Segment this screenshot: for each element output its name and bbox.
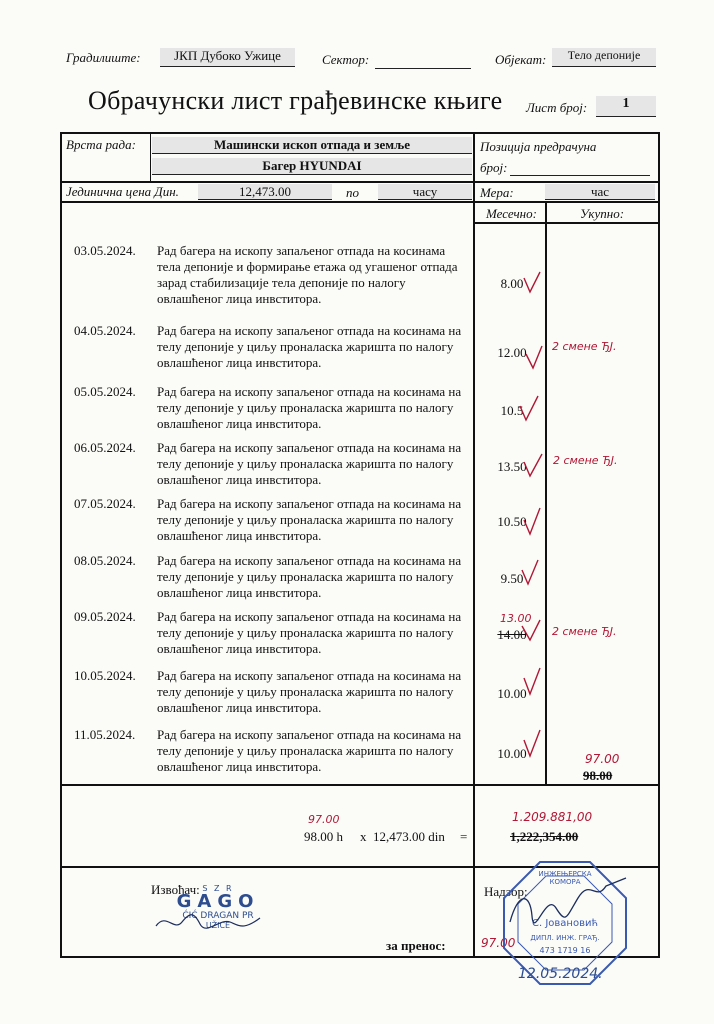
mera-field[interactable]: час xyxy=(545,184,655,200)
entry-value: 10.50 xyxy=(497,514,527,529)
entry-desc: Рад багера на ископу запаљеног отпада на косинама на телу депоније у циљу проналаска жаришта по налогу овлашћеног лица инвститора. xyxy=(157,609,462,656)
check-mark-icon xyxy=(520,272,542,756)
entry-desc: Рад багера на ископу запаљеног отпада на косинама на телу депоније у циљу проналаска жаришта по налогу овлашћеног лица инвститора. xyxy=(157,384,462,431)
calc-price: 12,473.00 din xyxy=(373,829,445,844)
entry-date: 09.05.2024. xyxy=(74,609,136,624)
entry-value: 8.00 xyxy=(500,276,524,291)
entry-value: 10.00 xyxy=(497,746,527,761)
entry-desc: Рад багера на ископу запаљеног отпада на косинама на телу депоније у циљу проналаска жаришта по налогу овлашћеног лица инвститора. xyxy=(157,553,462,600)
stamp-text: 473 1719 16 xyxy=(539,946,591,955)
stamp-text: S Z R xyxy=(202,884,234,893)
nadzor-label: Надзор: xyxy=(484,884,528,899)
supervisor-signature-icon xyxy=(500,872,650,942)
calc-multiply: x xyxy=(360,829,367,844)
contractor-signature-icon xyxy=(150,900,270,940)
stamp-logo-text: GAGO xyxy=(176,891,260,912)
ukupno-original: 98.00 xyxy=(583,768,613,783)
entry-value: 10.5 xyxy=(500,403,524,418)
stamp-text: ДИПЛ. ИНЖ. ГРАЂ. xyxy=(530,934,600,942)
stamp-text: ИНЖЕЊЕРСКА КОМОРА xyxy=(538,870,592,886)
sektor-field[interactable] xyxy=(375,52,471,69)
pozicija-label: Позиција предрачуна xyxy=(480,139,597,154)
gradiliste-label: Градилиште: xyxy=(66,50,141,65)
entry-note: 2 смене ЂЈ. xyxy=(552,340,617,353)
mesecno-header: Месечно: xyxy=(486,206,537,221)
stamp-text: ĆIĆ DRAGAN PR xyxy=(182,911,254,921)
row-divider xyxy=(473,222,660,224)
entry-date: 06.05.2024. xyxy=(74,440,136,455)
column-divider xyxy=(150,134,151,181)
entry-value: 9.50 xyxy=(500,571,524,586)
stamp-text: UŽICE xyxy=(205,921,231,930)
vrsta-rada-line2: Багер HYUNDAI xyxy=(152,158,472,175)
calc-equals: = xyxy=(460,829,468,844)
entry-desc: Рад багера на ископу запаљеног отпада на косинама на телу депоније у циљу проналаска жаришта по налогу овлашћеног лица инвститора. xyxy=(157,323,462,370)
ukupno-corrected: 97.00 xyxy=(585,752,620,766)
row-divider xyxy=(60,201,660,203)
entry-desc: Рад багера на ископу запаљеног отпада на косинама на телу депоније у циљу проналаска жаришта по налогу овлашћеног лица инвститора. xyxy=(157,668,462,715)
calc-hours: 98.00 h xyxy=(304,829,343,844)
sektor-label: Сектор: xyxy=(322,52,370,67)
entry-desc: Рад багера на ископу запаљеног отпада на косинама тела депоније и формирање етажа од угашеног отпада зарад стабилизације тела депоније по налогу овлашћеног лица инвститора. xyxy=(157,243,458,306)
izvodjac-label: Извођач: xyxy=(151,882,200,897)
row-divider xyxy=(60,181,660,183)
check-marks xyxy=(476,230,556,790)
row-divider xyxy=(60,784,660,786)
objekat-field[interactable]: Тело депоније xyxy=(552,48,656,67)
vrsta-rada-label: Врста рада: xyxy=(66,137,136,152)
mera-label: Мера: xyxy=(480,185,514,200)
entry-desc: Рад багера на ископу запаљеног отпада на косинама на телу депоније у циљу проналаска жаришта по налогу овлашћеног лица инвститора. xyxy=(157,440,462,487)
za-prenos-value: 97.00 xyxy=(481,936,516,950)
entry-value: 10.00 xyxy=(497,686,527,701)
ukupno-header: Укупно: xyxy=(580,206,625,221)
pozicija-broj-label: број: xyxy=(480,160,508,175)
handwritten-date: 12.05.2024. xyxy=(518,966,603,982)
gradiliste-field[interactable]: ЈКП Дубоко Ужице xyxy=(160,48,295,67)
po-field[interactable]: часу xyxy=(378,184,472,200)
entry-note: 2 смене ЂЈ. xyxy=(552,625,617,638)
calc-hours-corrected: 97.00 xyxy=(308,813,340,826)
entry-date: 04.05.2024. xyxy=(74,323,136,338)
entry-date: 11.05.2024. xyxy=(74,727,136,742)
calc-total-original: 1,222,354.00 xyxy=(510,829,579,844)
list-broj-field[interactable]: 1 xyxy=(596,96,656,117)
entry-value: 13.50 xyxy=(497,459,527,474)
za-prenos-label: за пренос: xyxy=(386,938,446,953)
entry-note: 2 смене ЂЈ. xyxy=(553,454,618,467)
entry-date: 10.05.2024. xyxy=(74,668,136,683)
pozicija-field[interactable] xyxy=(510,175,650,176)
entry-desc: Рад багера на ископу запаљеног отпада на косинама на телу депоније у циљу проналаска жаришта по налогу овлашћеног лица инвститора. xyxy=(157,496,462,543)
po-label: по xyxy=(346,185,359,200)
entry-date: 07.05.2024. xyxy=(74,496,136,511)
stamp-text: С. Јовановић xyxy=(532,918,598,929)
entry-correction: 13.00 xyxy=(500,612,532,625)
entry-date: 03.05.2024. xyxy=(74,243,136,258)
jedinicna-cena-field[interactable]: 12,473.00 xyxy=(198,184,332,200)
calc-total-corrected: 1.209.881,00 xyxy=(512,810,593,824)
entry-value: 14.00 xyxy=(497,627,527,642)
jedinicna-cena-label: Јединична цена Дин. xyxy=(66,184,179,199)
objekat-label: Објекат: xyxy=(495,52,547,67)
page-title: Обрачунски лист грађевинске књиге xyxy=(88,86,503,115)
vrsta-rada-line1: Машински ископ отпада и земље xyxy=(152,137,472,154)
column-divider xyxy=(473,132,475,956)
entry-date: 08.05.2024. xyxy=(74,553,136,568)
entry-date: 05.05.2024. xyxy=(74,384,136,399)
list-broj-label: Лист број: xyxy=(526,100,588,115)
entry-desc: Рад багера на ископу запаљеног отпада на косинама на телу депоније у циљу проналаска жаришта по налогу овлашћеног лица инвститора. xyxy=(157,727,462,774)
entry-value: 12.00 xyxy=(497,345,527,360)
